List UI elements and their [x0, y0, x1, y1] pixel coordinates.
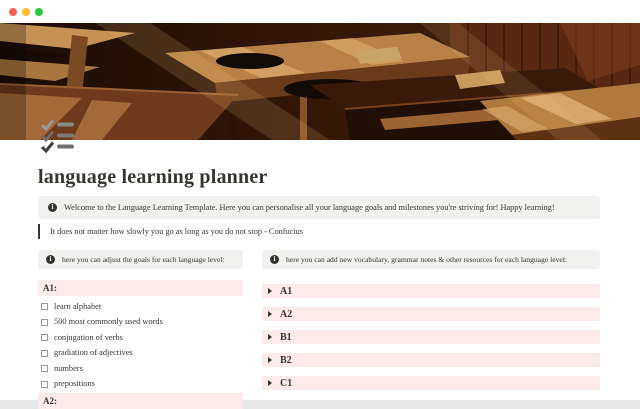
info-icon: i [270, 255, 279, 264]
toggle-label: C1 [280, 377, 293, 389]
toggle-c1[interactable] [262, 376, 600, 390]
minimize-window-button[interactable] [22, 8, 30, 16]
checkbox-unchecked[interactable] [41, 381, 48, 388]
checkbox-unchecked[interactable] [41, 303, 48, 310]
resources-callout-text: here you can add new vocabulary, grammar notes & other resources for each language level: [286, 255, 567, 264]
welcome-callout [38, 196, 600, 219]
todo-item[interactable] [38, 317, 243, 327]
info-icon: i [46, 255, 55, 264]
info-icon: i [48, 203, 57, 212]
toggle-a2[interactable] [262, 307, 600, 321]
todo-label: gradiation of adjectives [54, 348, 133, 357]
toggle-label: B1 [280, 331, 292, 343]
cover-image [0, 23, 640, 140]
todo-label: numbers [54, 363, 83, 373]
todo-label: 500 most commonly used words [54, 317, 163, 326]
toggle-b2[interactable] [262, 353, 600, 367]
todo-item[interactable] [38, 333, 243, 343]
zoom-window-button[interactable] [35, 8, 43, 16]
todo-label: learn alphabet [54, 301, 102, 311]
page-content [0, 164, 640, 409]
goals-column [38, 250, 243, 409]
todo-label: conjugation of verbs [54, 332, 123, 342]
heading-a2: A2: [38, 393, 243, 409]
toggle-label: B2 [280, 354, 292, 366]
checkbox-unchecked[interactable] [41, 350, 48, 357]
todo-item[interactable] [38, 302, 243, 312]
toggle-a1[interactable] [262, 284, 600, 298]
triangle-right-icon[interactable] [268, 357, 272, 363]
todo-item[interactable] [38, 379, 243, 389]
triangle-right-icon[interactable] [268, 311, 272, 317]
quote-text: It does not matter how slowly you go as long as you do not stop - Confucius [50, 227, 304, 236]
page-checklist-icon [40, 119, 78, 153]
checkbox-unchecked[interactable] [41, 365, 48, 372]
resources-column [262, 250, 600, 409]
page-title: language learning planner [38, 166, 268, 188]
heading-a1: A1: [38, 280, 243, 296]
goals-callout-text: here you can adjust the goals for each language level: [62, 255, 225, 264]
todo-item[interactable] [38, 364, 243, 374]
triangle-right-icon[interactable] [268, 288, 272, 294]
toggle-b1[interactable] [262, 330, 600, 344]
close-window-button[interactable] [9, 8, 17, 16]
checkbox-unchecked[interactable] [41, 319, 48, 326]
todo-label: prepositions [54, 379, 95, 388]
quote-block [38, 224, 600, 239]
two-column-layout [38, 250, 600, 409]
triangle-right-icon[interactable] [268, 334, 272, 340]
resources-callout [262, 250, 600, 269]
toggle-label: A1 [280, 285, 293, 297]
welcome-callout-text: Welcome to the Language Learning Template. Here you can personalise all your language goals and milestones you're striving for! Happy learning! [64, 203, 555, 212]
window-titlebar [0, 0, 640, 23]
checkbox-unchecked[interactable] [41, 334, 48, 341]
goals-callout [38, 250, 243, 269]
toggle-label: A2 [280, 308, 293, 320]
triangle-right-icon[interactable] [268, 380, 272, 386]
todo-item[interactable] [38, 348, 243, 358]
